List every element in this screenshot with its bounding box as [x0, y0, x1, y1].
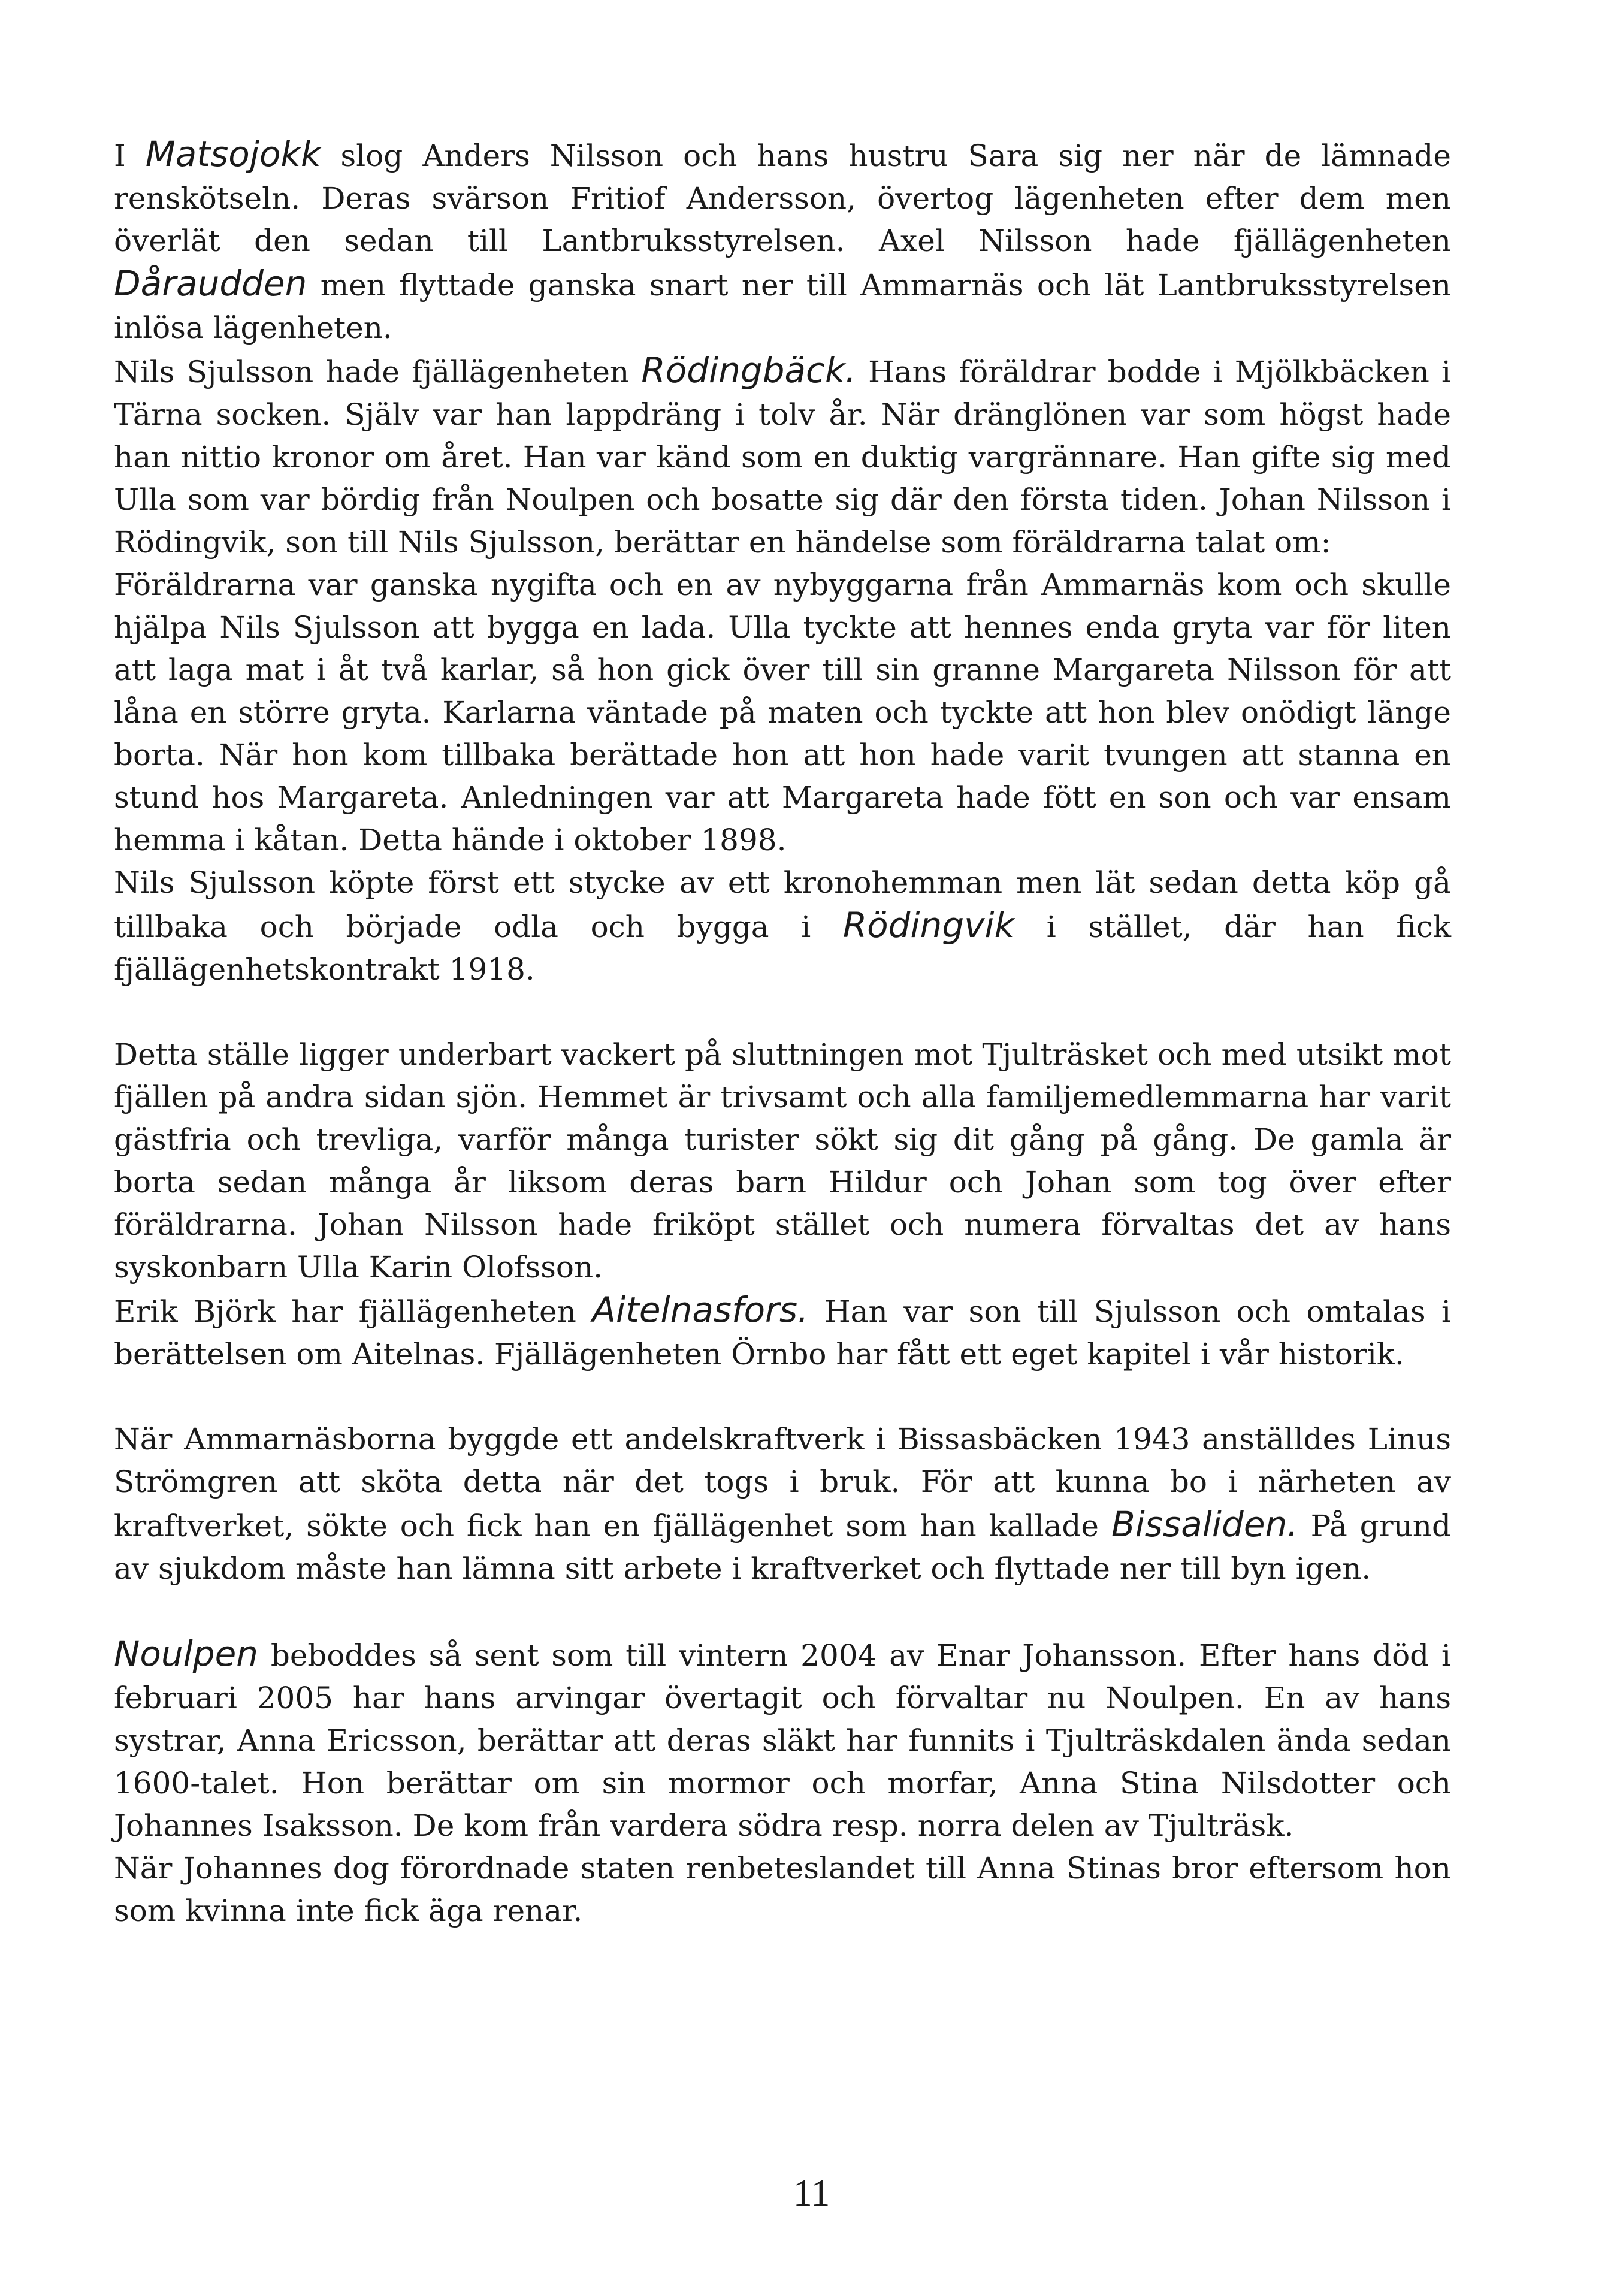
paragraph [114, 349, 1451, 564]
paragraph-text: men flyttade ganska snart ner till Ammarnäs och lät Lantbruksstyrelsen inlösa lägenheten. [114, 268, 1451, 345]
place-name: Aitelnasfors. [592, 1289, 809, 1330]
place-name: Dåraudden [114, 263, 307, 304]
paragraph [114, 1034, 1451, 1289]
place-name: Bissaliden. [1111, 1504, 1298, 1545]
paragraph-text: Nils Sjulsson köpte först ett stycke av ett kronohemman men lät sedan detta köp gå tillbaka och började odla och bygga i [114, 865, 1451, 944]
paragraph [114, 133, 1451, 349]
paragraph-text: När Ammarnäsborna byggde ett andelskraftverk i Bissasbäcken 1943 anställdes Linus Strömgren att sköta detta när det togs i bruk. För att kunna bo i närheten av kraftverket, sökte och fick han en fjällägenhet som han kallade [114, 1422, 1451, 1543]
paragraph-text: slog Anders Nilsson och hans hustru Sara sig ner när de lämnade renskötseln. Deras svärson Fritiof Andersson, övertog lägenheten efter dem men överlät den sedan till Lantbruksstyrelsen. Axel Nilsson hade fjällägenheten [114, 138, 1451, 258]
place-name: Matsojokk [145, 134, 321, 174]
paragraph [114, 1633, 1451, 1847]
paragraph-text: Hans föräldrar bodde i Mjölkbäcken i Tärna socken. Själv var han lappdräng i tolv år. När dränglönen var som högst hade han nittio kronor om året. Han var känd som en duktig vargrännare. Han gifte sig med Ulla som var bördig från Noulpen och bosatte sig där den första tiden. Johan Nilsson i Rödingvik, son till Nils Sjulsson, berättar en händelse som föräldrarna talat om: [114, 355, 1451, 560]
paragraph-spacer [114, 1376, 1451, 1418]
paragraph-text: Erik Björk har fjällägenheten [114, 1294, 593, 1329]
paragraph [114, 564, 1451, 862]
paragraph-text: I [114, 138, 146, 173]
place-name: Rödingbäck. [641, 350, 856, 391]
paragraph-text: beboddes så sent som till vintern 2004 av Enar Johansson. Efter hans död i februari 2005 har hans arvingar övertagit och förvaltar nu Noulpen. En av hans systrar, Anna Ericsson, berättar att deras släkt har funnits i Tjulträskdalen ända sedan 1600-talet. Hon berättar om sin mormor och morfar, Anna Stina Nilsdotter och Johannes Isaksson. De kom från vardera södra resp. norra delen av Tjulträsk. [114, 1638, 1451, 1843]
paragraph-text: Han var son till Sjulsson och omtalas i berättelsen om Aitelnas. Fjällägenheten Örnbo har fått ett eget kapitel i vår historik. [114, 1294, 1452, 1371]
paragraph-text: När Johannes dog förordnade staten renbeteslandet till Anna Stinas bror eftersom hon som kvinna inte fick äga renar. [114, 1851, 1451, 1928]
page-number: 11 [793, 2171, 830, 2214]
place-name: Noulpen [114, 1633, 259, 1674]
paragraph-text: På grund av sjukdom måste han lämna sitt arbete i kraftverket och flyttade ner till byn igen. [114, 1509, 1452, 1586]
paragraph [114, 1289, 1451, 1376]
paragraph [114, 862, 1451, 991]
paragraph-text: Föräldrarna var ganska nygifta och en av nybyggarna från Ammarnäs kom och skulle hjälpa Nils Sjulsson att bygga en lada. Ulla tyckte att hennes enda gryta var för liten att laga mat i åt två karlar, så hon gick över till sin granne Margareta Nilsson för att låna en större gryta. Karlarna väntade på maten och tyckte att hon blev onödigt länge borta. När hon kom tillbaka berättade hon att hon hade varit tvungen att stanna en stund hos Margareta. Anledningen var att Margareta hade fött en son och var ensam hemma i kåtan. Detta hände i oktober 1898. [114, 567, 1451, 857]
body-text [114, 133, 1451, 1932]
paragraph-spacer [114, 1590, 1451, 1633]
paragraph-text: i stället, där han fick fjällägenhetskontrakt 1918. [114, 910, 1451, 987]
paragraph-spacer [114, 991, 1451, 1034]
paragraph-text: Detta ställe ligger underbart vackert på sluttningen mot Tjulträsket och med utsikt mot fjällen på andra sidan sjön. Hemmet är trivsamt och alla familjemedlemmarna har varit gästfria och trevliga, varför många turister sökt sig dit gång på gång. De gamla är borta sedan många år liksom deras barn Hildur och Johan som tog över efter föräldrarna. Johan Nilsson hade friköpt stället och numera förvaltas det av hans syskonbarn Ulla Karin Olofsson. [114, 1037, 1451, 1285]
paragraph [114, 1418, 1451, 1590]
place-name: Rödingvik [842, 905, 1015, 945]
paragraph [114, 1847, 1451, 1932]
paragraph-text: Nils Sjulsson hade fjällägenheten [114, 355, 642, 389]
